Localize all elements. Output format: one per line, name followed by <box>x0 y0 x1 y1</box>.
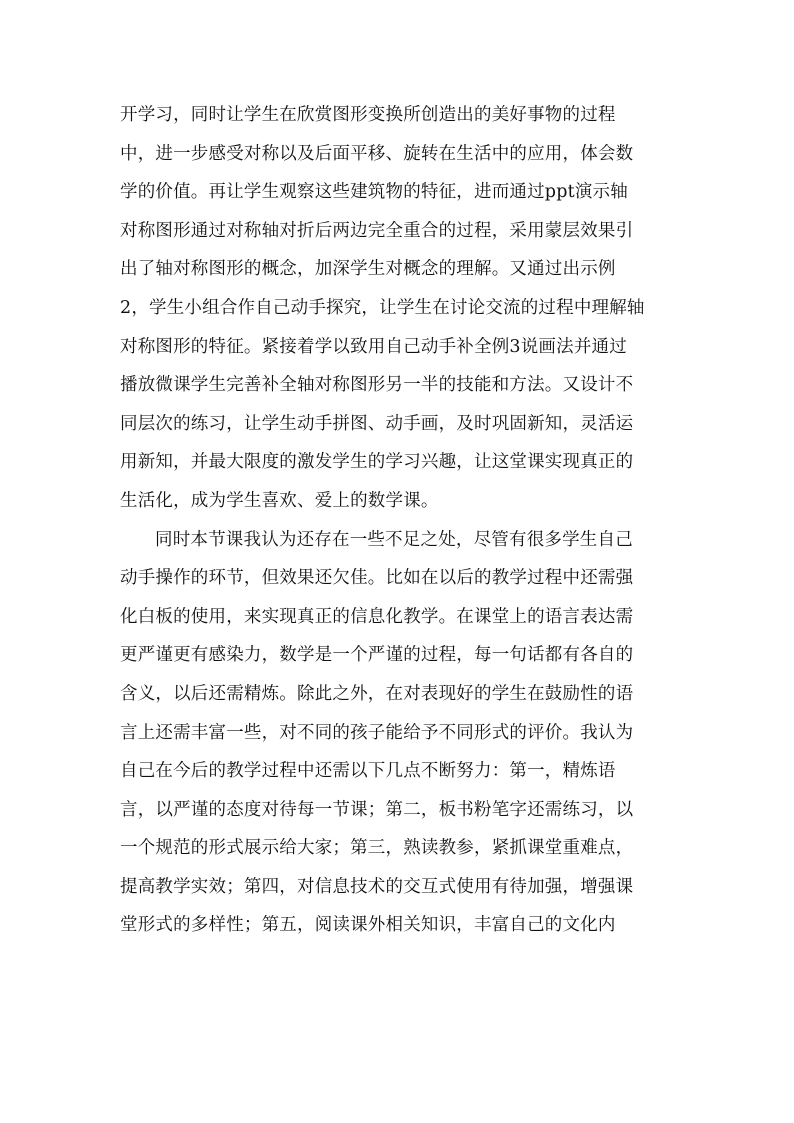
text-line: 播放微课学生完善补全轴对称图形另一半的技能和方法。又设计不 <box>120 375 634 396</box>
text-line: 用新知，并最大限度的激发学生的学习兴趣，让这堂课实现真正的 <box>120 452 634 473</box>
text-line: 中，进一步感受对称以及后面平移、旋转在生活中的应用，体会数 <box>120 143 634 164</box>
text-line: 一个规范的形式展示给大家；第三，熟读教参，紧抓课堂重难点， <box>120 838 634 859</box>
text-line: 对称图形的特征。紧接着学以致用自己动手补全例3说画法并通过 <box>120 336 627 357</box>
text-line: 生活化，成为学生喜欢、爱上的数学课。 <box>120 490 439 511</box>
text-line: 自己在今后的教学过程中还需以下几点不断努力：第一，精炼语 <box>120 761 616 782</box>
text-line: 出了轴对称图形的概念，加深学生对概念的理解。又通过出示例 <box>120 259 616 280</box>
text-line: 开学习，同时让学生在欣赏图形变换所创造出的美好事物的过程 <box>120 105 616 125</box>
text-line: 同层次的练习，让学生动手拼图、动手画，及时巩固新知，灵活运 <box>120 413 634 434</box>
text-line: 提高教学实效；第四，对信息技术的交互式使用有待加强，增强课 <box>120 876 634 897</box>
text-line: 化白板的使用，来实现真正的信息化教学。在课堂上的语言表达需 <box>120 606 634 627</box>
text-line: 言，以严谨的态度对待每一节课；第二，板书粉笔字还需练习，以 <box>120 799 634 820</box>
text-line: 言上还需丰富一些，对不同的孩子能给予不同形式的评价。我认为 <box>120 722 634 743</box>
text-line: 更严谨更有感染力，数学是一个严谨的过程，每一句话都有各自的 <box>120 645 634 666</box>
text-line: 堂形式的多样性；第五，阅读课外相关知识，丰富自己的文化内 <box>120 915 616 936</box>
text-line: 2，学生小组合作自己动手探究，让学生在讨论交流的过程中理解轴 <box>120 297 645 318</box>
text-line: 学的价值。再让学生观察这些建筑物的特征，进而通过ppt演示轴 <box>120 182 628 203</box>
text-line: 动手操作的环节，但效果还欠佳。比如在以后的教学过程中还需强 <box>120 568 634 589</box>
document-body <box>120 96 680 945</box>
text-line: 同时本节课我认为还存在一些不足之处，尽管有很多学生自己 <box>155 529 633 550</box>
text-line: 含义，以后还需精炼。除此之外，在对表现好的学生在鼓励性的语 <box>120 683 634 704</box>
text-line: 对称图形通过对称轴对折后两边完全重合的过程，采用蒙层效果引 <box>120 220 634 241</box>
